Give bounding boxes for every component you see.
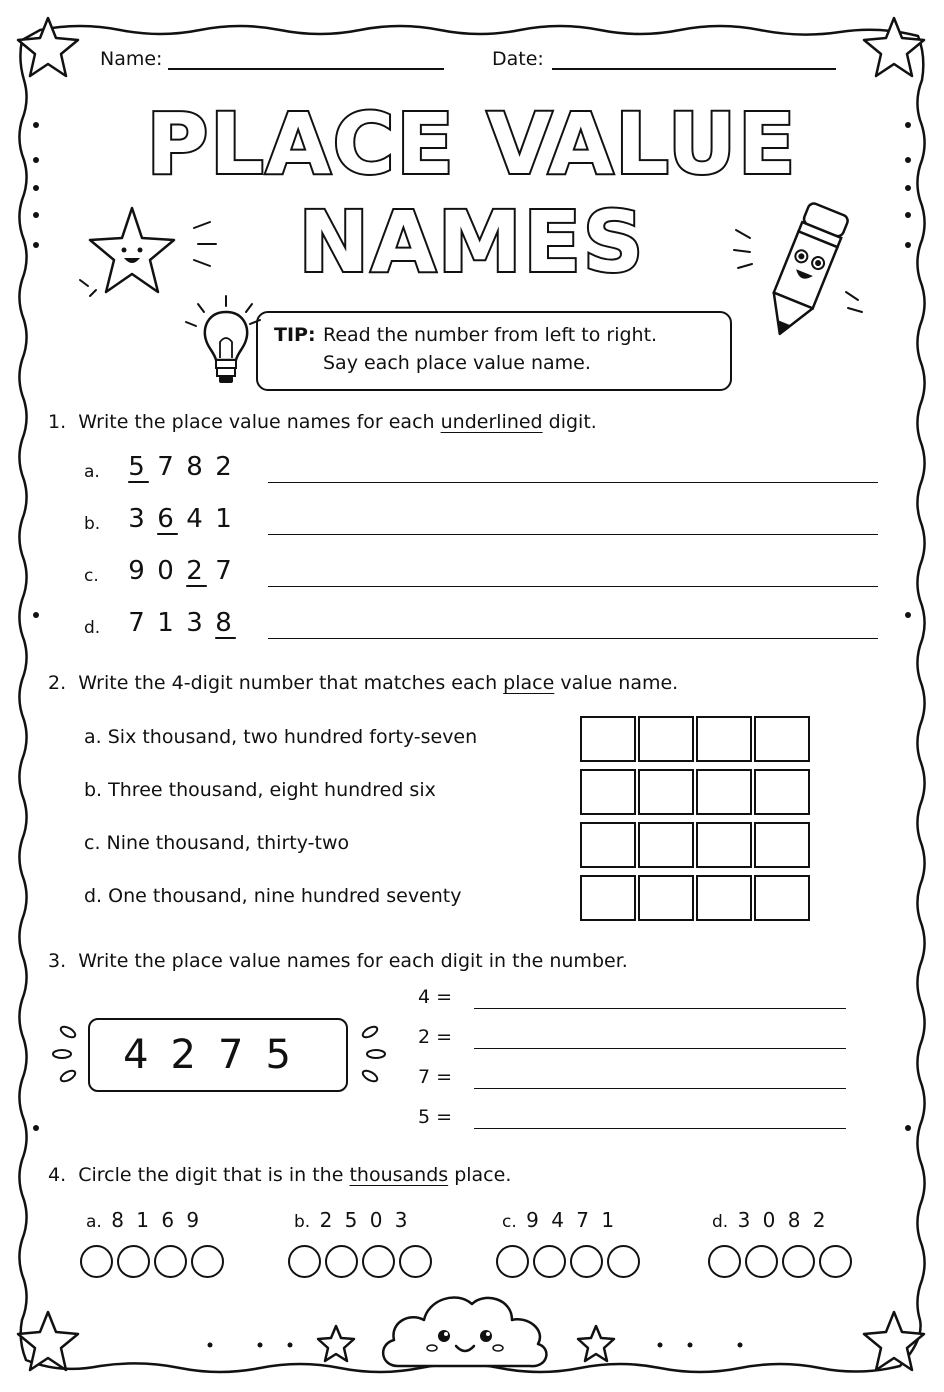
digit: 8 [186, 452, 207, 482]
q4-item-d [712, 1208, 829, 1232]
answer-line[interactable] [474, 1008, 846, 1009]
item-letter: c. [502, 1212, 517, 1232]
number-digits [124, 556, 240, 586]
digit: 8 [215, 608, 236, 638]
item-text: Six thousand, two hundred forty-seven [107, 726, 478, 748]
answer-line[interactable] [268, 586, 878, 587]
lightbulb-icon [180, 294, 264, 394]
page-title-line1: PLACE VALUE [146, 95, 798, 193]
prompt-text: Write the 4-digit number that matches each [78, 672, 504, 694]
item-letter: a. [84, 726, 102, 748]
digit: 3 [128, 504, 149, 534]
digit: 6 [157, 504, 178, 534]
digit-boxes[interactable] [580, 769, 812, 815]
name-field[interactable] [168, 68, 444, 70]
digit: 1 [215, 504, 236, 534]
item-number: 9 4 7 1 [526, 1208, 618, 1232]
prompt-text: Write the place value names for each [78, 411, 441, 433]
digit: 0 [157, 556, 178, 586]
item-letter: c. [84, 832, 101, 854]
tip-box [256, 311, 732, 391]
number-display: 4275 [88, 1018, 348, 1092]
question-number: 4. [48, 1164, 67, 1186]
digit-equals-label: 5 = [418, 1106, 453, 1128]
digit-boxes[interactable] [580, 822, 812, 868]
q4-item-b [294, 1208, 411, 1232]
digit: 2 [186, 556, 207, 586]
item-letter: c. [84, 566, 99, 586]
item-letter: b. [294, 1212, 311, 1232]
item-text: One thousand, nine hundred seventy [108, 885, 462, 907]
answer-circles[interactable] [708, 1245, 856, 1278]
answer-line[interactable] [268, 638, 878, 639]
item-number: 2 5 0 3 [319, 1208, 411, 1232]
item-text: Three thousand, eight hundred six [108, 779, 436, 801]
digit: 7 [128, 608, 149, 638]
smiling-cloud-icon [376, 1286, 554, 1376]
item-text: Nine thousand, thirty-two [106, 832, 350, 854]
digit: 3 [186, 608, 207, 638]
answer-circles[interactable] [80, 1245, 228, 1278]
answer-line[interactable] [474, 1088, 846, 1089]
page-title-line2: NAMES [298, 193, 646, 291]
item-number: 8 1 6 9 [111, 1208, 203, 1232]
digit: 9 [128, 556, 149, 586]
question-3-prompt [48, 950, 628, 972]
answer-circles[interactable] [288, 1245, 436, 1278]
digit-boxes[interactable] [580, 875, 812, 921]
item-number: 3 0 8 2 [737, 1208, 829, 1232]
date-label: Date: [492, 48, 544, 70]
prompt-text: Circle the digit that is in the [78, 1164, 350, 1186]
question-number: 2. [48, 672, 67, 694]
digit: 7 [215, 556, 236, 586]
question-4-prompt [48, 1164, 511, 1186]
item-letter: d. [712, 1212, 729, 1232]
item-letter: b. [84, 779, 103, 801]
question-number: 1. [48, 411, 67, 433]
number-digits [124, 452, 240, 482]
item-letter: d. [84, 618, 101, 638]
prompt-underlined: place [503, 672, 555, 694]
answer-line[interactable] [474, 1128, 846, 1129]
item-letter: a. [84, 462, 100, 482]
q2-item-a [84, 726, 477, 748]
answer-line[interactable] [268, 482, 878, 483]
item-letter: d. [84, 885, 103, 907]
prompt-text: value name. [554, 672, 679, 694]
q4-item-a [86, 1208, 202, 1232]
digit-equals-label: 7 = [418, 1066, 453, 1088]
digit: 5 [128, 452, 149, 482]
question-1-prompt [48, 411, 597, 433]
prompt-underlined: underlined [440, 411, 543, 433]
digit: 1 [157, 608, 178, 638]
sparkle-icon [44, 1018, 90, 1090]
tip-label: TIP: [274, 324, 316, 346]
smiling-pencil-icon [728, 196, 878, 346]
digit-equals-label: 2 = [418, 1026, 453, 1048]
digit: 4 [186, 504, 207, 534]
number-digits [124, 608, 240, 638]
date-field[interactable] [552, 68, 836, 70]
q4-item-c [502, 1208, 617, 1232]
tip-line-1: Read the number from left to right. [323, 324, 658, 346]
item-letter: b. [84, 514, 101, 534]
tip-line-2: Say each place value name. [323, 352, 591, 374]
prompt-text: digit. [542, 411, 597, 433]
q2-item-c [84, 832, 349, 854]
question-number: 3. [48, 950, 67, 972]
prompt-underlined: thousands [349, 1164, 449, 1186]
answer-line[interactable] [474, 1048, 846, 1049]
digit-boxes[interactable] [580, 716, 812, 762]
answer-circles[interactable] [496, 1245, 644, 1278]
q2-item-b [84, 779, 436, 801]
number-digits [124, 504, 240, 534]
question-2-prompt [48, 672, 678, 694]
item-letter: a. [86, 1212, 102, 1232]
prompt-text: Write the place value names for each digit in the number. [78, 950, 628, 972]
sparkle-icon [350, 1018, 396, 1090]
digit: 7 [157, 452, 178, 482]
digit: 2 [215, 452, 236, 482]
prompt-text: place. [448, 1164, 512, 1186]
answer-line[interactable] [268, 534, 878, 535]
q2-item-d [84, 885, 461, 907]
digit-equals-label: 4 = [418, 986, 453, 1008]
name-label: Name: [100, 48, 163, 70]
